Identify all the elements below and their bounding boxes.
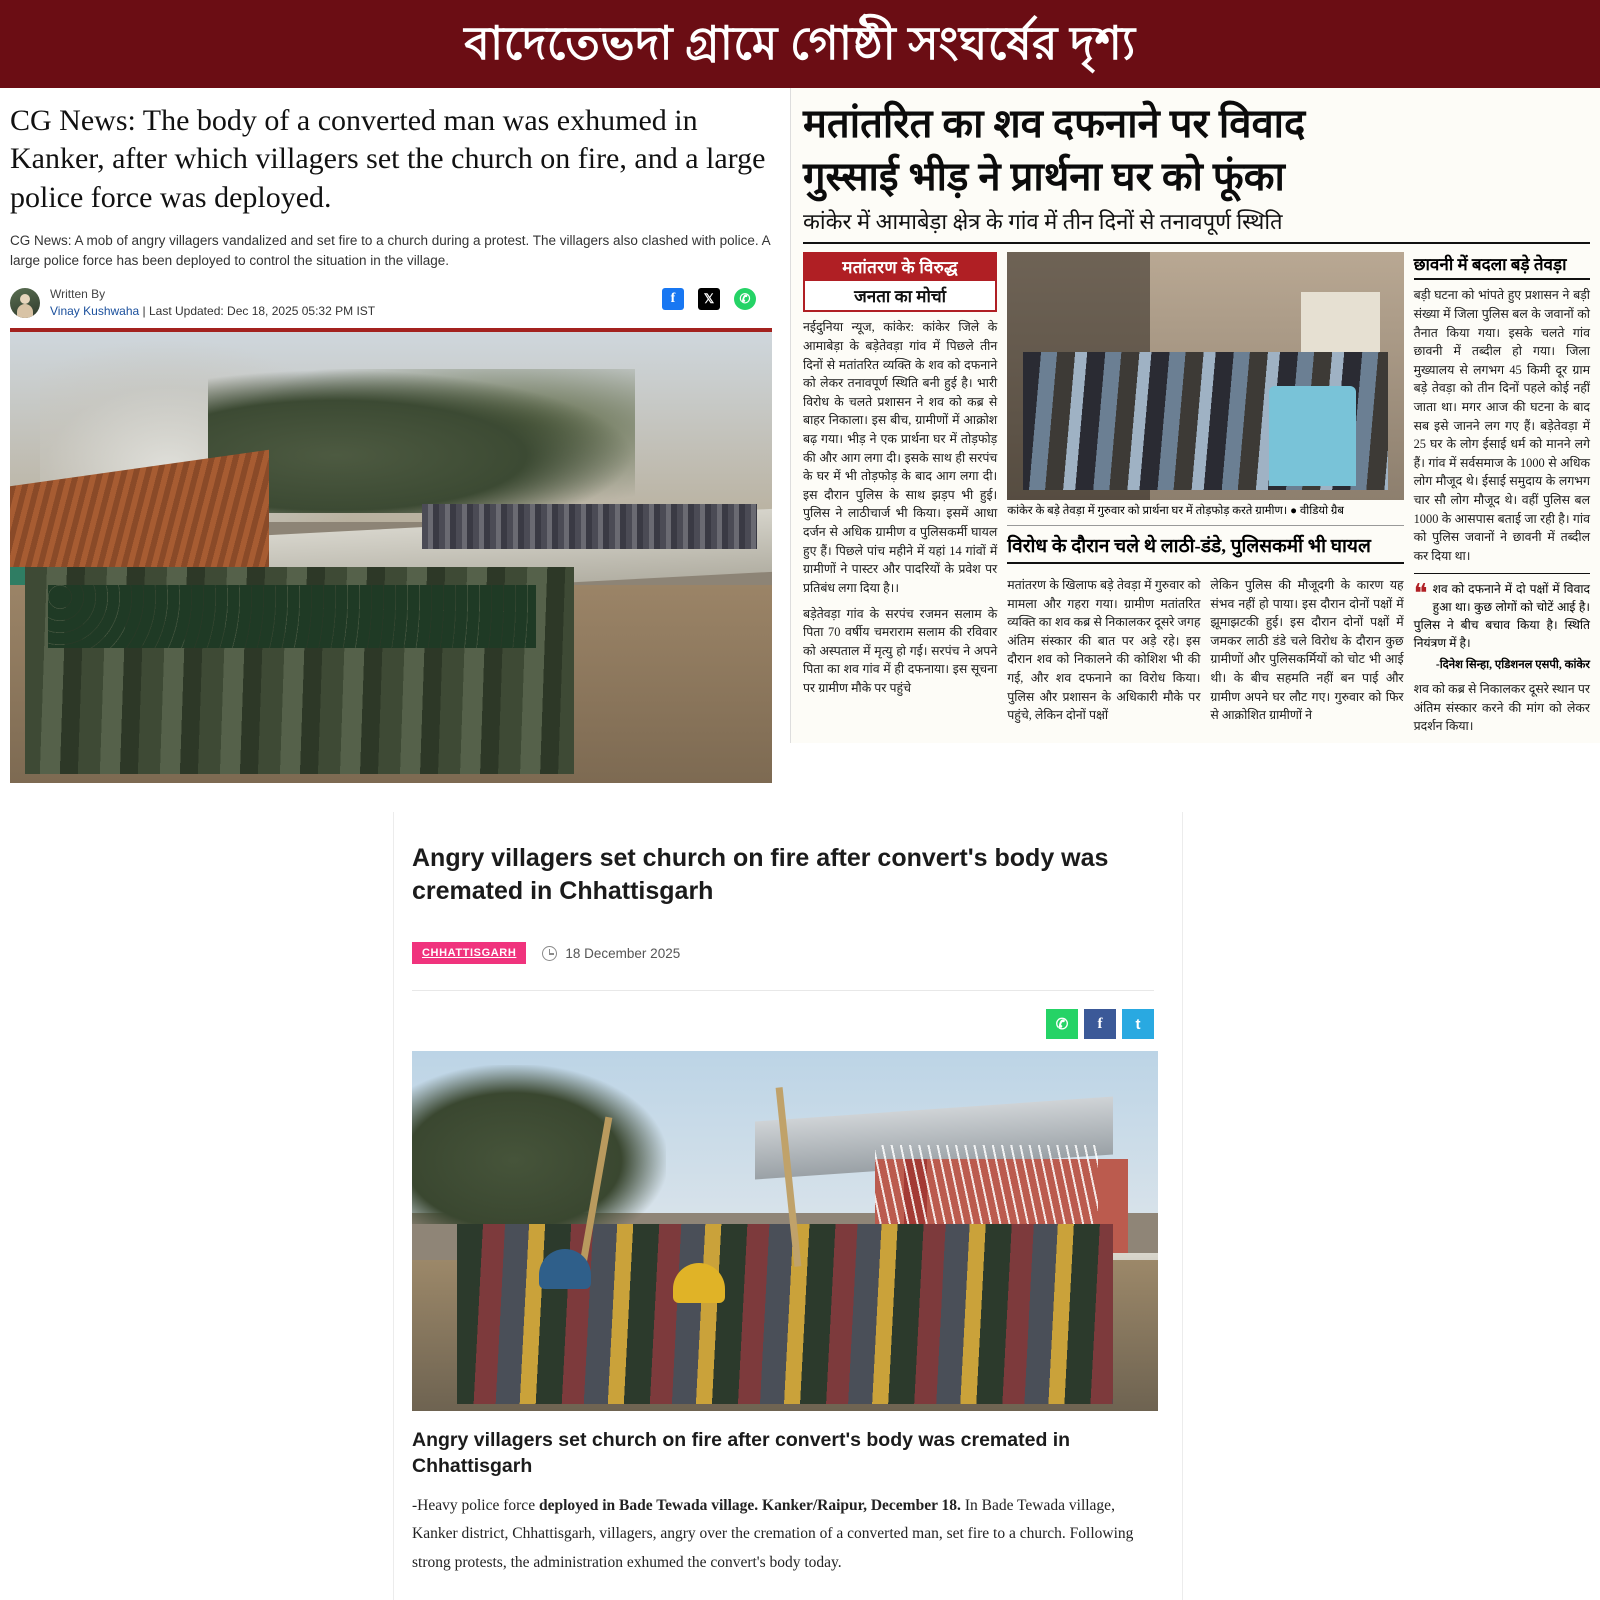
publish-date-text: 18 December 2025	[565, 945, 681, 961]
last-updated: | Last Updated: Dec 18, 2025 05:32 PM IST	[142, 304, 376, 319]
written-by-label: Written By	[50, 286, 106, 301]
avatar	[10, 288, 40, 318]
body-rest: In Bade Tewada village, Kanker district, Chhattisgarh, villagers, angry over the cremation of a converted man, set fire to a church. Following strong protests, the administration exhumed the convert's body today.	[412, 1496, 1134, 1571]
bottom-section	[0, 812, 1600, 1600]
top-banner	[0, 0, 1600, 88]
clipping-column-1	[803, 252, 997, 742]
article-standfirst: CG News: A mob of angry villagers vandalized and set fire to a church during a protest. The villagers also clashed with police. A large police force has been deployed to control the situation in the village.	[10, 233, 770, 269]
clipping-paragraph: बड़ी घटना को भांपते हुए प्रशासन ने बड़ी संख्या में जिला पुलिस बल के जवानों को तैनात किया गया। इसके चलते गांव छावनी में तब्दील हो गया। जिला मुख्यालय से लगभग 45 किमी दूर ग्राम बड़े तेवड़ा को तीन दिनों पहले कोई नहीं जाता था। मगर आज की घटना के बाद सब इसे जानने लग गए हैं। बड़ेतेवड़ा में 25 घर के लोग ईसाई धर्म को मानने लगे हैं। गांव में सर्वसमाज के 1000 से अधिक लोग मौजूद थे। ईसाई समुदाय के लगभग चार सौ लोग मौजूद थे। वहीं पुलिस बल 1000 के आसपास बताई जा रही है। गांव को पुलिस जवानों ने छावनी में तब्दील कर दिया था।	[1413, 288, 1590, 563]
clock-icon	[542, 946, 557, 961]
body-lead: -Heavy police force	[412, 1496, 536, 1514]
clipping-paragraph: लेकिन पुलिस की मौजूदगी के कारण यह संभव नहीं हो पाया। इस दौरान दोनों पक्षों में झूमाझटकी हुई। इस दौरान दोनों पक्षों में जमकर लाठी डंडे चले विरोध के दौरान कुछ ग्रामीणों और पुलिसकर्मियों को चोट भी आई थी। के बीच सहमति नहीं बन पाई और ग्रामीण अपने घर लौट गए। गुरुवार को फिर से आक्रोशित ग्रामीणों ने	[1210, 577, 1404, 723]
whatsapp-icon[interactable]: ✆	[734, 288, 756, 310]
clipping-paragraph: मतांतरण के खिलाफ बड़े तेवड़ा में गुरुवार को मामला और गहरा गया। ग्रामीण मतांतरित व्यक्ति का शव कब्र से निकालकर दूसरे जगह अंतिम संस्कार की बात पर अड़े रहे। इस दौरान शव को निकालने की कोशिश भी की गई, और शव दफनाने का विरोध किया। पुलिस और प्रशासन के अधिकारी मौके पर पहुंचे, लेकिन दोनों पक्षों	[1007, 577, 1201, 723]
clipping-column-3	[1414, 252, 1590, 742]
bottom-article-photo	[412, 1051, 1158, 1411]
campaign-ribbon-line2: जनता का मोर्चा	[803, 281, 997, 312]
campaign-ribbon-line1: मतांतरण के विरुद्ध	[803, 252, 997, 281]
clipping-photo	[1007, 252, 1403, 500]
banner-caption: বাদেতেভদা গ্রামে গোষ্ঠী সংঘর্ষের দৃশ্য	[464, 18, 1136, 69]
bottom-photo-caption: Angry villagers set church on fire after convert's body was cremated in Chhattisgarh	[412, 1429, 1071, 1478]
body-bold: deployed in Bade Tewada village. Kanker/Raipur, December 18.	[538, 1496, 961, 1514]
clipping-paragraph: शव को कब्र से निकालकर दूसरे स्थान पर अंतिम संस्कार करने की मांग को लेकर प्रदर्शन किया।	[1413, 681, 1590, 734]
facebook-icon[interactable]: f	[1084, 1009, 1116, 1039]
bottom-share-bar	[412, 1009, 1154, 1039]
bottom-article-title: Angry villagers set church on fire after convert's body was cremated in Chhattisgarh	[412, 844, 1109, 905]
clipping-photo-caption: कांकेर के बड़े तेवड़ा में गुरुवार को प्रार्थना घर में तोड़फोड़ करते ग्रामीण। ● वीडियो ग्रैब	[1007, 500, 1403, 526]
bottom-article-body	[412, 1492, 1154, 1578]
page-title: CG News: The body of a converted man was exhumed in Kanker, after which villagers set the church on fire, and a large police force was deployed.	[10, 104, 766, 214]
publish-date	[542, 946, 680, 961]
top-section	[0, 88, 1600, 808]
english-article	[0, 88, 790, 783]
quote-icon: ❝	[1413, 578, 1428, 608]
quote-attribution: -दिनेश सिन्हा, एडिशनल एसपी, कांकेर	[1435, 658, 1590, 671]
clipping-subheadline: कांकेर में आमाबेड़ा क्षेत्र के गांव में तीन दिनों से तनावपूर्ण स्थिति	[803, 206, 1590, 244]
article-photo	[10, 328, 772, 783]
quote-text: शव को दफनाने में दो पक्षों में विवाद हुआ था। कुछ लोगों को चोटें आई है। पुलिस ने बीच बचाव किया है। स्थिति नियंत्रण में है।	[1413, 581, 1590, 651]
web-article-card	[393, 812, 1183, 1600]
author-link[interactable]: Vinay Kushwaha	[50, 304, 140, 319]
clipping-headline-line2: गुस्साई भीड़ ने प्रार्थना घर को फूंका	[803, 154, 1285, 200]
clipping-box-headline: छावनी में बदला बड़े तेवड़ा	[1414, 252, 1590, 280]
whatsapp-icon[interactable]: ✆	[1046, 1009, 1078, 1039]
clipping-quote	[1414, 573, 1590, 674]
hindi-newspaper-clipping	[790, 88, 1600, 743]
article-meta	[412, 942, 1154, 991]
category-badge[interactable]: CHHATTISGARH	[412, 942, 526, 964]
x-icon[interactable]: 𝕏	[698, 288, 720, 310]
twitter-icon[interactable]: t	[1122, 1009, 1154, 1039]
clipping-sub-headline: विरोध के दौरान चले थे लाठी-डंडे, पुलिसकर्मी भी घायल	[1007, 526, 1403, 564]
clipping-headline-line1: मतांतरित का शव दफनाने पर विवाद	[803, 101, 1306, 146]
clipping-column-2	[1007, 252, 1403, 742]
byline	[10, 286, 772, 321]
clipping-paragraph: बड़ेतेवड़ा गांव के सरपंच रजमन सलाम के पिता 70 वर्षीय चमराराम सलाम की रविवार को अस्पताल में मृत्यु हो गई। सरपंच ने अपने पिता का शव गांव में ही दफनाया। इस सूचना पर ग्रामीण मौके पर पहुंचे	[803, 606, 998, 695]
share-bar	[662, 288, 756, 310]
facebook-icon[interactable]: f	[662, 288, 684, 310]
clipping-paragraph: नईदुनिया न्यूज, कांकेर: कांकेर जिले के आमाबेड़ा के बड़ेतेवड़ा गांव में पिछले तीन दिनों से मतांतरित व्यक्ति के शव को दफनाने को लेकर तनावपूर्ण स्थिति बनी हुई है। भारी विरोध के चलते प्रशासन ने शव को कब्र से बाहर निकाला। इस बीच, ग्रामीणों में आक्रोश बढ़ गया। भीड़ ने एक प्रार्थना घर में तोड़फोड़ की और आग लगा दी। इसके साथ ही सरपंच के घर में भी तोड़फोड़ के बाद आग लगा दी। इस दौरान पुलिस के साथ झड़प भी हुई। पुलिस ने लाठीचार्ज भी किया। इसमें आधा दर्जन से अधिक ग्रामीण व पुलिसकर्मी घायल हुए हैं। पिछले पांच महीने में यहां 14 गांवों में ग्रामीणों ने पास्टर और पादरियों के प्रवेश पर प्रतिबंध लगा दिया है।।	[803, 320, 998, 595]
